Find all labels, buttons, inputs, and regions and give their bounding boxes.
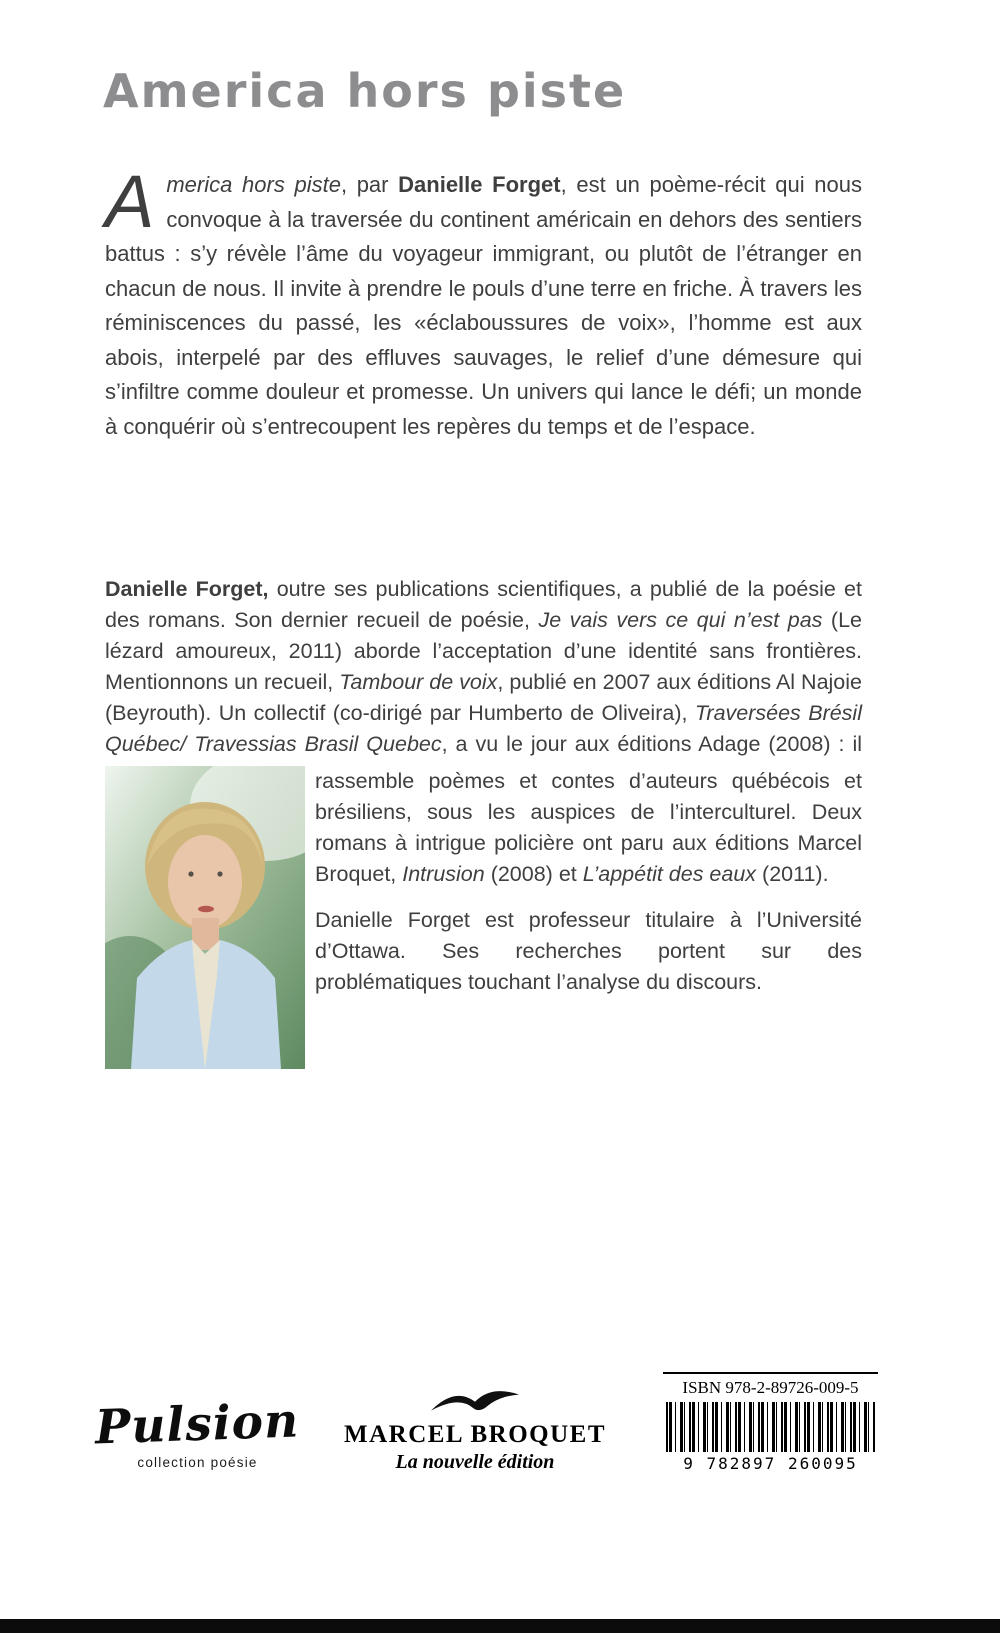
bio-text: rassemble poèmes et contes d’auteurs québécois et brésiliens, sous les auspices de l’interculturel. Deux romans à intrigue policière ont paru aux éditions Marcel Broquet, [315, 769, 862, 886]
bio-photo-row [105, 766, 862, 1069]
bird-icon [330, 1384, 620, 1418]
bio-book-title-2: Tambour de voix [339, 670, 498, 694]
bio-paragraph-1-continued [315, 766, 862, 890]
synopsis-author-name: Danielle Forget [398, 172, 561, 197]
synopsis-text-mid: , par [340, 172, 399, 197]
bio-book-title-1: Je vais vers ce qui n’est pas [538, 608, 823, 632]
bio-text: (2011). [756, 862, 829, 886]
bio-paragraph-1 [105, 574, 862, 760]
publisher-logo [330, 1384, 620, 1474]
synopsis-book-title: merica hors piste [166, 172, 341, 197]
publisher-tagline: La nouvelle édition [395, 1451, 555, 1473]
cover-bottom-strip [0, 1619, 1000, 1633]
collection-logo-text: Pulsion [94, 1393, 301, 1456]
bio-text: , publié en 2007 aux éditions Al Najoie (Beyrouth). Un collectif (co-dirigé par Humberto de Oliveira), [105, 670, 862, 725]
bio-text: outre ses publications scientifiques, a publié de la poésie et des romans. Son dernier recueil de poésie, [105, 577, 862, 632]
bio-text: (Le lézard amoureux, 2011) aborde l’acceptation d’une identité sans frontières. Mentionnons un recueil, [105, 608, 862, 694]
synopsis-paragraph [105, 160, 862, 444]
barcode [666, 1402, 875, 1452]
isbn-block [663, 1372, 878, 1473]
isbn-label: ISBN 978-2-89726-009-5 [682, 1378, 859, 1397]
bio-paragraph-2: Danielle Forget est professeur titulaire à l’Université d’Ottawa. Ses recherches portent sur des problématiques touchant l’analyse du discours. [315, 908, 862, 994]
bio-text-column [315, 766, 862, 1069]
synopsis-text-body: , est un poème-récit qui nous convoque à la traversée du continent américain en dehors des sentiers battus : s’y révèle l’âme du voyageur immigrant, ou plutôt de l’étranger en chacun de nous. Il invite à prendre le pouls d’une terre en friche. À travers les réminiscences du passé, les «éclaboussures de voix», l’homme est aux abois, interpelé par des effluves sauvages, le relief d’une démesure qui s’infiltre comme douleur et promesse. Un univers qui lance le défi; un monde à conquérir où s’entrecoupent les repères du temps et de l’espace. [105, 172, 862, 439]
publisher-name: MARCEL BROQUET [343, 1421, 606, 1448]
dropcap-letter: A [105, 160, 155, 243]
bio-book-title-5: L’appétit des eaux [582, 862, 757, 886]
bio-book-title-3: Traversées Brésil Québec/ Travessias Brasil Quebec [105, 701, 862, 756]
bio-text: , a vu le jour aux éditions Adage (2008) : il [441, 732, 862, 756]
author-bio-section [105, 574, 862, 1069]
book-title: America hors piste [103, 64, 627, 118]
collection-subtitle: collection poésie [137, 1455, 258, 1470]
bio-author-name: Danielle Forget, [105, 577, 269, 601]
bio-book-title-4: Intrusion [402, 862, 485, 886]
bio-text: (2008) et [484, 862, 583, 886]
barcode-digits: 9 782897 260095 [683, 1454, 858, 1473]
collection-logo [94, 1393, 301, 1470]
author-photo [105, 766, 305, 1069]
